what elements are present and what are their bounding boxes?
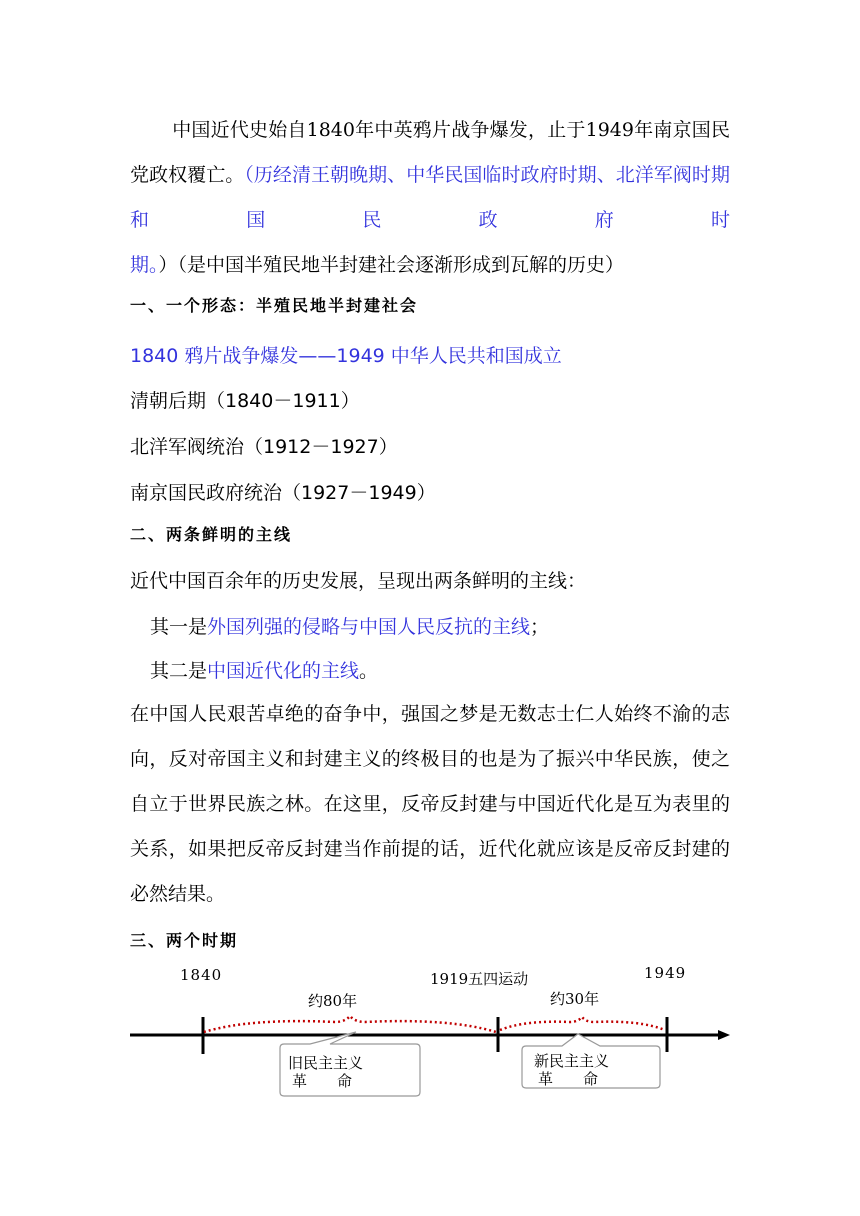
section2-heading: 二、两条鲜明的主线 [130, 525, 293, 544]
timeline-diagram [130, 960, 740, 1100]
old-revolution-line1: 旧民主主义 [288, 1054, 364, 1072]
year-1840-label: 1840 [180, 966, 223, 984]
mainline-one [150, 612, 549, 639]
new-democratic-revolution-label [534, 1052, 609, 1088]
mainline-one-text: 外国列强的侵略与中国人民反抗的主线 [207, 616, 531, 638]
period-qing: 清朝后期（1840－1911） [130, 390, 360, 412]
mainline-two [150, 656, 378, 683]
section3-heading: 三、两个时期 [130, 931, 239, 950]
timeline-arrowhead [718, 1030, 730, 1040]
section1-range: 1840 鸦片战争爆发——1949 中华人民共和国成立 [130, 345, 562, 367]
intro-note-text: ）（是中国半殖民地半封建社会逐渐形成到瓦解的历史） [158, 254, 625, 276]
year-1949-label: 1949 [644, 964, 687, 982]
intro-periods-text: （历经清王朝晚期、中华民国临时政府时期、北洋军阀时期和国民政府时期。 [130, 164, 730, 276]
section2-paragraph: 在中国人民艰苦卓绝的奋争中，强国之梦是无数志士仁人始终不渝的志向，反对帝国主义和封建主义的终极目的也是为了振兴中华民族，使之自立于世界民族之林。在这里，反帝反封建与中国近代化是互为表里的关系，如果把反帝反封建当作前提的话，近代化就应该是反帝反封建的必然结果。 [130, 703, 730, 905]
span-30-label: 约30年 [550, 990, 600, 1008]
intro-paragraph [130, 108, 730, 288]
span-80-label: 约80年 [308, 992, 358, 1010]
period-nanjing: 南京国民政府统治（1927－1949） [130, 482, 436, 504]
mainline-one-prefix: 其一是 [150, 616, 208, 638]
section2-lead: 近代中国百余年的历史发展，呈现出两条鲜明的主线： [130, 570, 587, 592]
year-1919-label: 1919五四运动 [430, 970, 529, 988]
mainline-two-suffix: 。 [359, 660, 379, 682]
span-brace-2 [500, 1017, 665, 1030]
intro-text: 中国近代史始自1840年中英鸦片战争爆发，止于1949年南京国民党政权覆亡。 [130, 119, 730, 186]
old-democratic-revolution-label [288, 1054, 363, 1090]
mainline-two-prefix: 其二是 [150, 660, 208, 682]
mainline-two-text: 中国近代化的主线 [207, 660, 360, 682]
new-revolution-line2: 革 命 [538, 1070, 599, 1088]
period-beiyang: 北洋军阀统治（1912－1927） [130, 436, 398, 458]
mainline-one-suffix: ； [530, 616, 550, 638]
new-revolution-line1: 新民主主义 [534, 1052, 610, 1070]
section1-heading: 一、一个形态：半殖民地半封建社会 [130, 296, 419, 315]
old-revolution-line2: 革 命 [292, 1072, 353, 1090]
span-brace-1 [204, 1016, 496, 1032]
